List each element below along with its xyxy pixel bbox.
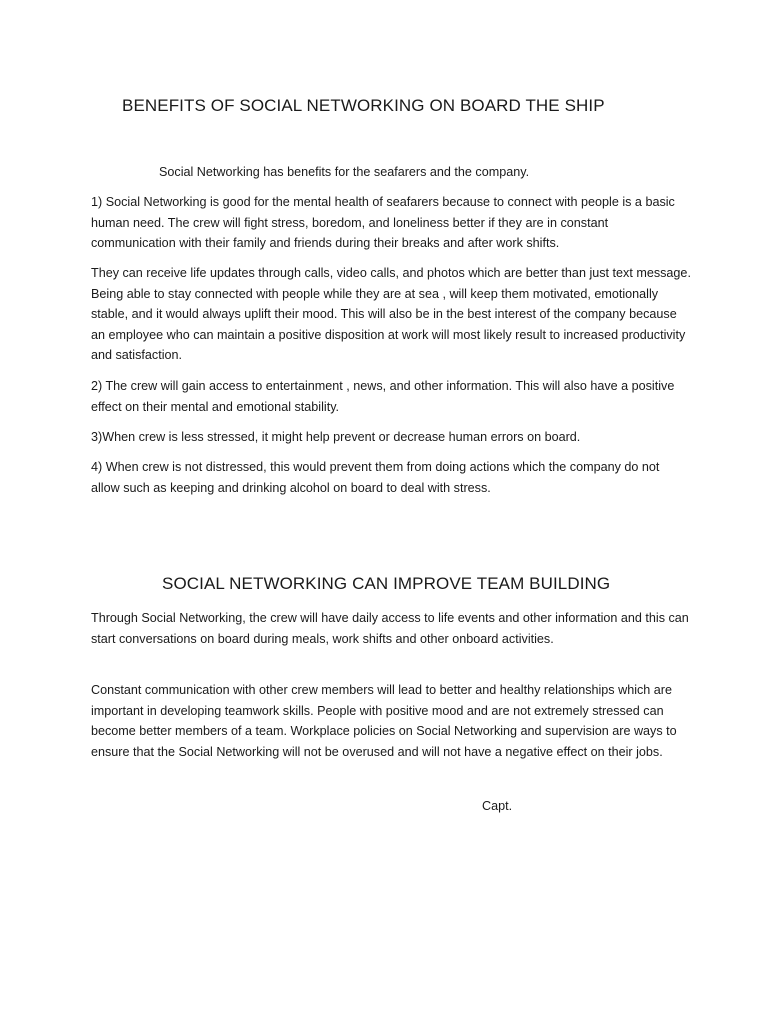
team-building-paragraph-1: Through Social Networking, the crew will have daily access to life events and other information and this can start conversations on board during meals, work shifts and other onboard activities. bbox=[91, 611, 689, 646]
signature-line: Capt. bbox=[482, 799, 513, 813]
benefit-paragraph-1: 1) Social Networking is good for the mental health of seafarers because to connect with people is a basic human need. The crew will fight stress, boredom, and loneliness better if they are in constant communication with their family and friends during their breaks and after work shifts. bbox=[91, 195, 675, 250]
benefit-paragraph-3: 3)When crew is less stressed, it might help prevent or decrease human errors on board. bbox=[91, 430, 581, 444]
main-heading: BENEFITS OF SOCIAL NETWORKING ON BOARD THE SHIP bbox=[122, 96, 605, 115]
benefit-paragraph-updates: They can receive life updates through calls, video calls, and photos which are better than just text message. Being able to stay connected with people while they are at sea , will keep them motivated, emotionally stable, and it would always uplift their mood. This will also be in the best interest of the company because an employee who can maintain a positive disposition at work will most likely result to increased productivity and satisfaction. bbox=[91, 266, 691, 362]
section-heading-team-building: SOCIAL NETWORKING CAN IMPROVE TEAM BUILDING bbox=[162, 574, 611, 593]
intro-paragraph: Social Networking has benefits for the seafarers and the company. bbox=[159, 165, 530, 179]
benefit-paragraph-2: 2) The crew will gain access to entertainment , news, and other information. This will also have a positive effect on their mental and emotional stability. bbox=[91, 379, 675, 414]
benefit-paragraph-4: 4) When crew is not distressed, this would prevent them from doing actions which the company do not allow such as keeping and drinking alcohol on board to deal with stress. bbox=[91, 460, 660, 495]
team-building-paragraph-2: Constant communication with other crew members will lead to better and healthy relationships which are important in developing teamwork skills. People with positive mood and are not extremely stressed can become better members of a team. Workplace policies on Social Networking and supervision are ways to ensure that the Social Networking will not be overused and will not have a negative effect on their jobs. bbox=[91, 683, 677, 759]
